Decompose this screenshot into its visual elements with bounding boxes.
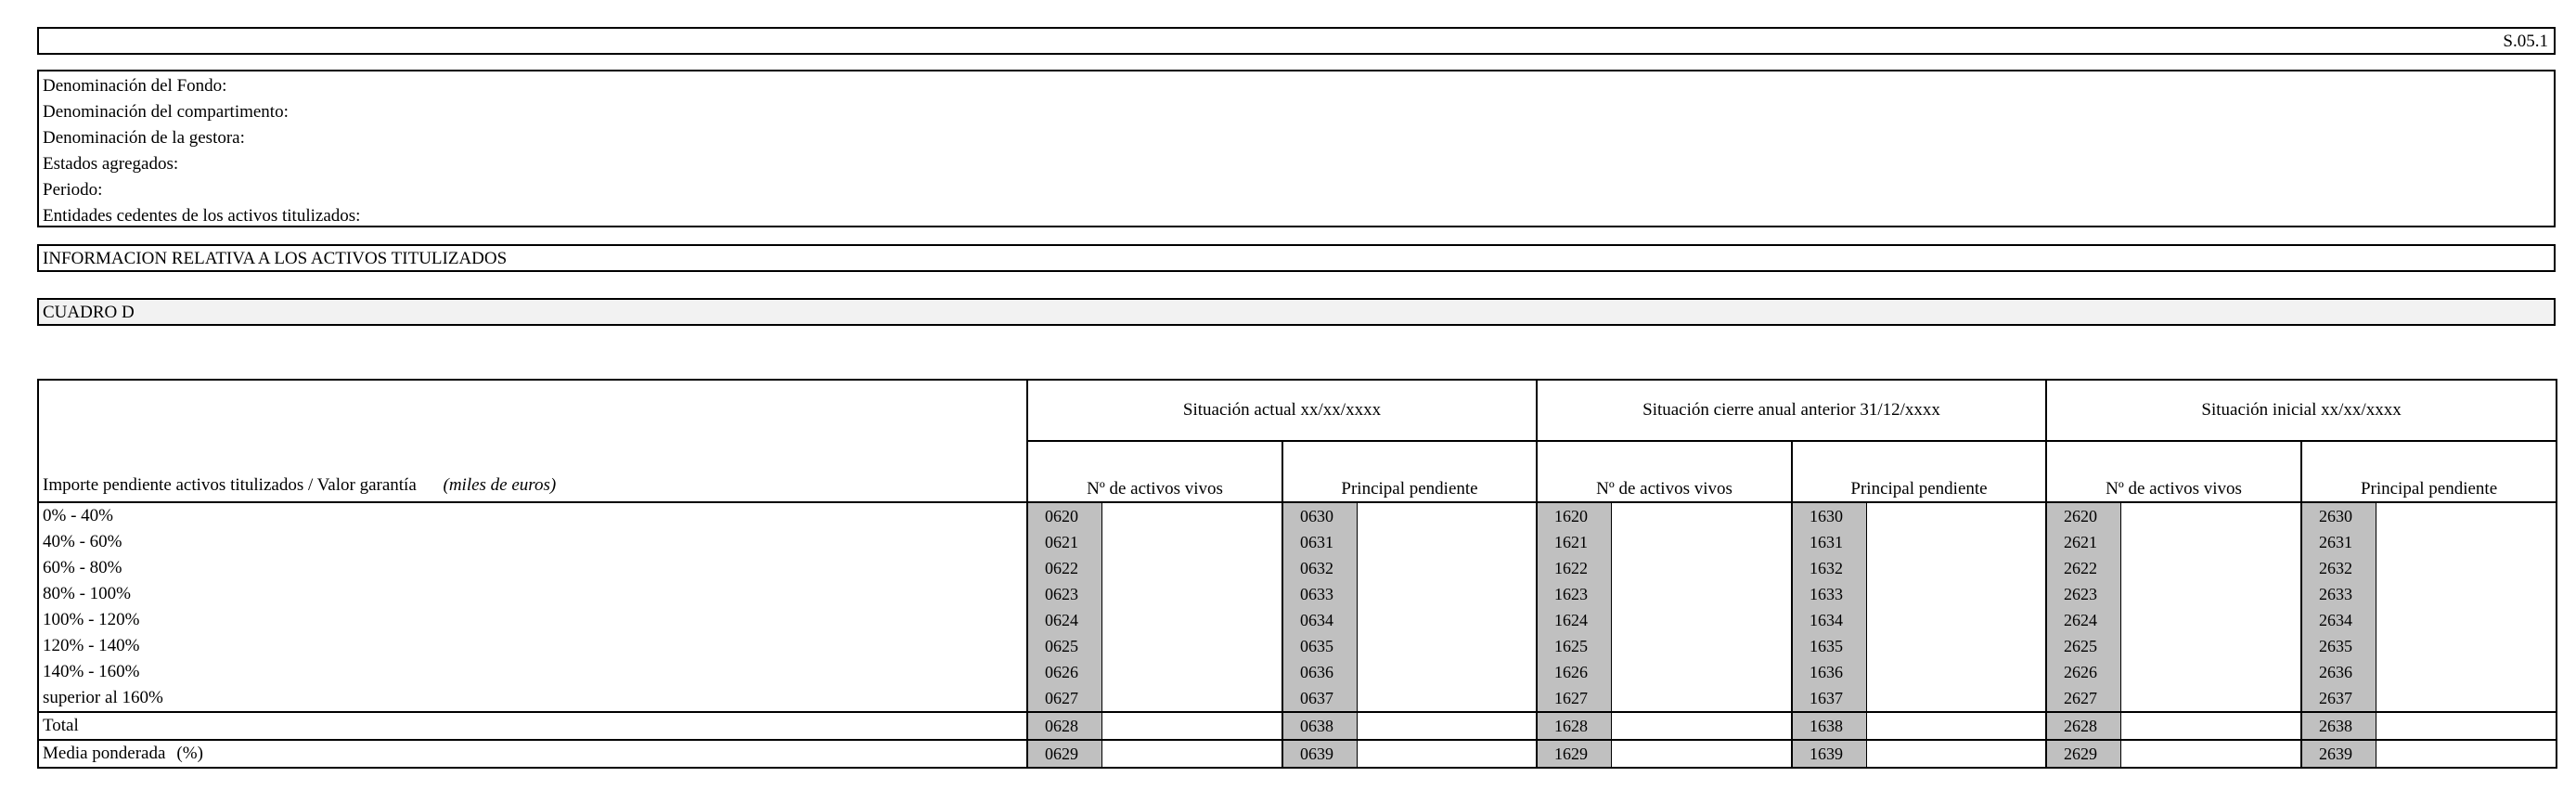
- row-label-unit: (%): [176, 744, 203, 763]
- value-cell[interactable]: [1101, 581, 1282, 607]
- value-cell[interactable]: [2376, 740, 2557, 768]
- group-header-cierre: Situación cierre anual anterior 31/12/xxxx: [1537, 380, 2046, 441]
- value-cell[interactable]: [1611, 607, 1792, 633]
- value-cell[interactable]: [1611, 581, 1792, 607]
- subheader-n-activos: Nº de activos vivos: [1027, 441, 1282, 502]
- value-cell[interactable]: [1357, 740, 1537, 768]
- field-code: 0620: [1027, 502, 1101, 529]
- value-cell[interactable]: [1101, 607, 1282, 633]
- field-code: 0637: [1282, 685, 1357, 712]
- value-cell[interactable]: [1357, 685, 1537, 712]
- value-cell[interactable]: [1866, 633, 2046, 659]
- field-code: 2626: [2046, 659, 2120, 685]
- field-code: 1634: [1792, 607, 1866, 633]
- value-cell[interactable]: [1101, 685, 1282, 712]
- value-cell[interactable]: [1866, 685, 2046, 712]
- field-code: 0634: [1282, 607, 1357, 633]
- value-cell[interactable]: [1101, 502, 1282, 529]
- subheader-n-activos: Nº de activos vivos: [2046, 441, 2301, 502]
- section-title: INFORMACION RELATIVA A LOS ACTIVOS TITULIZADOS: [37, 244, 2556, 272]
- value-cell[interactable]: [1101, 740, 1282, 768]
- field-code: 0629: [1027, 740, 1101, 768]
- field-code: 1627: [1537, 685, 1611, 712]
- field-code: 2622: [2046, 555, 2120, 581]
- field-code: 2638: [2301, 712, 2376, 740]
- field-code: 0636: [1282, 659, 1357, 685]
- value-cell[interactable]: [2120, 659, 2301, 685]
- value-cell[interactable]: [1866, 581, 2046, 607]
- field-code: 1624: [1537, 607, 1611, 633]
- data-table: [37, 379, 2557, 769]
- row-label: 80% - 100%: [43, 584, 131, 603]
- row-label-cell: [38, 581, 1027, 607]
- field-code: 2625: [2046, 633, 2120, 659]
- table-row: [38, 581, 2557, 607]
- field-code: 1622: [1537, 555, 1611, 581]
- field-estados-agregados: Estados agregados:: [43, 154, 179, 174]
- field-code: 1632: [1792, 555, 1866, 581]
- value-cell[interactable]: [2376, 529, 2557, 555]
- field-code: 1636: [1792, 659, 1866, 685]
- subheader-n-activos: Nº de activos vivos: [1537, 441, 1792, 502]
- field-entidades-cedentes: Entidades cedentes de los activos titulizados:: [43, 206, 361, 226]
- subheader-principal: Principal pendiente: [1282, 441, 1537, 502]
- field-code: 1620: [1537, 502, 1611, 529]
- row-label: Media ponderada: [43, 744, 166, 763]
- field-gestora: Denominación de la gestora:: [43, 128, 245, 148]
- value-cell[interactable]: [1357, 555, 1537, 581]
- table-row: [38, 502, 2557, 529]
- value-cell[interactable]: [2120, 607, 2301, 633]
- value-cell[interactable]: [2120, 581, 2301, 607]
- field-code: 2637: [2301, 685, 2376, 712]
- field-code: 2620: [2046, 502, 2120, 529]
- row-header-cell: [38, 380, 1027, 502]
- field-code: 1635: [1792, 633, 1866, 659]
- field-code: 0626: [1027, 659, 1101, 685]
- value-cell[interactable]: [2376, 607, 2557, 633]
- field-code: 2633: [2301, 581, 2376, 607]
- row-label-cell: [38, 740, 1027, 768]
- value-cell[interactable]: [1101, 633, 1282, 659]
- table-row: [38, 740, 2557, 768]
- row-label: 100% - 120%: [43, 610, 140, 629]
- field-code: 0624: [1027, 607, 1101, 633]
- field-periodo: Periodo:: [43, 180, 103, 200]
- field-code: 0621: [1027, 529, 1101, 555]
- value-cell[interactable]: [2376, 502, 2557, 529]
- value-cell[interactable]: [1866, 659, 2046, 685]
- value-cell[interactable]: [1866, 607, 2046, 633]
- value-cell[interactable]: [1101, 712, 1282, 740]
- field-code: 0639: [1282, 740, 1357, 768]
- row-label-cell: [38, 633, 1027, 659]
- field-fondo: Denominación del Fondo:: [43, 76, 227, 96]
- row-label-cell: [38, 529, 1027, 555]
- field-code: 2634: [2301, 607, 2376, 633]
- subheader-principal: Principal pendiente: [2301, 441, 2557, 502]
- field-code: 1626: [1537, 659, 1611, 685]
- field-code: 2621: [2046, 529, 2120, 555]
- value-cell[interactable]: [2120, 502, 2301, 529]
- row-label: 40% - 60%: [43, 532, 122, 551]
- row-label-cell: [38, 685, 1027, 712]
- table-row: [38, 633, 2557, 659]
- field-code: 2639: [2301, 740, 2376, 768]
- field-compartimento: Denominación del compartimento:: [43, 102, 289, 122]
- table-row: [38, 659, 2557, 685]
- field-code: 0622: [1027, 555, 1101, 581]
- field-code: 0630: [1282, 502, 1357, 529]
- field-code: 2627: [2046, 685, 2120, 712]
- value-cell[interactable]: [1357, 581, 1537, 607]
- fund-info-box: [37, 70, 2556, 227]
- field-code: 0627: [1027, 685, 1101, 712]
- subheader-principal: Principal pendiente: [1792, 441, 2046, 502]
- table-row: [38, 712, 2557, 740]
- table-row: [38, 685, 2557, 712]
- value-cell[interactable]: [2120, 633, 2301, 659]
- cuadro-title: CUADRO D: [37, 298, 2556, 326]
- row-header-label: Importe pendiente activos titulizados / Valor garantía: [43, 475, 417, 495]
- value-cell[interactable]: [1611, 740, 1792, 768]
- field-code: 1628: [1537, 712, 1611, 740]
- row-label: 140% - 160%: [43, 662, 140, 681]
- field-code: 2631: [2301, 529, 2376, 555]
- value-cell[interactable]: [1611, 685, 1792, 712]
- field-code: 1633: [1792, 581, 1866, 607]
- value-cell[interactable]: [1611, 659, 1792, 685]
- value-cell[interactable]: [2120, 529, 2301, 555]
- field-code: 2636: [2301, 659, 2376, 685]
- value-cell[interactable]: [2376, 555, 2557, 581]
- row-label-cell: [38, 712, 1027, 740]
- field-code: 1625: [1537, 633, 1611, 659]
- field-code: 0631: [1282, 529, 1357, 555]
- value-cell[interactable]: [1101, 529, 1282, 555]
- value-cell[interactable]: [2376, 659, 2557, 685]
- field-code: 2623: [2046, 581, 2120, 607]
- row-label-cell: [38, 659, 1027, 685]
- document-code-box: [37, 27, 2556, 55]
- field-code: 1629: [1537, 740, 1611, 768]
- field-code: 2628: [2046, 712, 2120, 740]
- value-cell[interactable]: [1866, 502, 2046, 529]
- value-cell[interactable]: [1866, 740, 2046, 768]
- value-cell[interactable]: [1101, 555, 1282, 581]
- row-label-cell: [38, 555, 1027, 581]
- value-cell[interactable]: [1357, 712, 1537, 740]
- value-cell[interactable]: [1357, 659, 1537, 685]
- table-row: [38, 607, 2557, 633]
- row-label: 60% - 80%: [43, 558, 122, 577]
- row-label: superior al 160%: [43, 688, 163, 707]
- value-cell[interactable]: [1357, 529, 1537, 555]
- field-code: 1638: [1792, 712, 1866, 740]
- group-header-inicial: Situación inicial xx/xx/xxxx: [2046, 380, 2557, 441]
- field-code: 2629: [2046, 740, 2120, 768]
- value-cell[interactable]: [1866, 529, 2046, 555]
- table-row: [38, 555, 2557, 581]
- row-header-unit: (miles de euros): [443, 475, 557, 495]
- group-header-actual: Situación actual xx/xx/xxxx: [1027, 380, 1537, 441]
- value-cell[interactable]: [2120, 740, 2301, 768]
- value-cell[interactable]: [1866, 555, 2046, 581]
- field-code: 0623: [1027, 581, 1101, 607]
- value-cell[interactable]: [2376, 712, 2557, 740]
- group-header-row: [38, 380, 2557, 441]
- value-cell[interactable]: [1611, 712, 1792, 740]
- document-code: S.05.1: [2503, 32, 2548, 51]
- row-label-cell: [38, 607, 1027, 633]
- field-code: 2632: [2301, 555, 2376, 581]
- row-label: 120% - 140%: [43, 636, 140, 655]
- field-code: 0625: [1027, 633, 1101, 659]
- row-label: Total: [43, 716, 79, 735]
- field-code: 1621: [1537, 529, 1611, 555]
- value-cell[interactable]: [2376, 581, 2557, 607]
- field-code: 0635: [1282, 633, 1357, 659]
- field-code: 0628: [1027, 712, 1101, 740]
- field-code: 2635: [2301, 633, 2376, 659]
- field-code: 0632: [1282, 555, 1357, 581]
- field-code: 2630: [2301, 502, 2376, 529]
- value-cell[interactable]: [2120, 555, 2301, 581]
- value-cell[interactable]: [2376, 633, 2557, 659]
- field-code: 1623: [1537, 581, 1611, 607]
- value-cell[interactable]: [1357, 633, 1537, 659]
- value-cell[interactable]: [1866, 712, 2046, 740]
- field-code: 1631: [1792, 529, 1866, 555]
- field-code: 0638: [1282, 712, 1357, 740]
- value-cell[interactable]: [1357, 607, 1537, 633]
- value-cell[interactable]: [1101, 659, 1282, 685]
- value-cell[interactable]: [1611, 502, 1792, 529]
- row-label: 0% - 40%: [43, 506, 113, 525]
- value-cell[interactable]: [1611, 555, 1792, 581]
- value-cell[interactable]: [2120, 685, 2301, 712]
- value-cell[interactable]: [1357, 502, 1537, 529]
- table-row: [38, 529, 2557, 555]
- data-table-wrapper: [37, 379, 2556, 769]
- value-cell[interactable]: [2120, 712, 2301, 740]
- field-code: 1637: [1792, 685, 1866, 712]
- value-cell[interactable]: [1611, 529, 1792, 555]
- field-code: 2624: [2046, 607, 2120, 633]
- value-cell[interactable]: [2376, 685, 2557, 712]
- value-cell[interactable]: [1611, 633, 1792, 659]
- field-code: 1639: [1792, 740, 1866, 768]
- field-code: 1630: [1792, 502, 1866, 529]
- field-code: 0633: [1282, 581, 1357, 607]
- row-label-cell: [38, 502, 1027, 529]
